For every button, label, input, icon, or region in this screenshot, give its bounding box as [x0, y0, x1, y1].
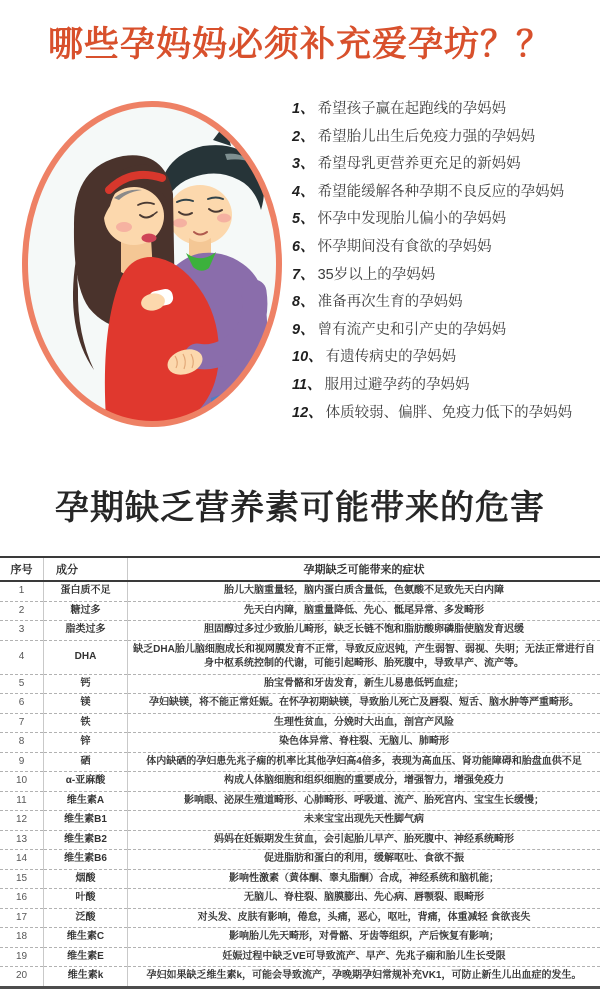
cell-index: 17 — [0, 908, 44, 928]
table-row — [0, 889, 600, 909]
reason-number: 3、 — [292, 156, 315, 173]
cell-index: 14 — [0, 850, 44, 870]
reason-number: 9、 — [292, 321, 315, 338]
reason-text: 准备再次生育的孕妈妈 — [317, 294, 463, 311]
cell-ingredient: 泛酸 — [44, 908, 128, 928]
table-row — [0, 908, 600, 928]
cell-symptom: 妊娠过程中缺乏VE可导致流产、早产、先兆子痫和胎儿生长受限 — [128, 947, 600, 967]
reason-item — [292, 151, 596, 179]
reason-text: 曾有流产史和引产史的孕妈妈 — [317, 321, 507, 338]
col-header-ingredient: 成分 — [44, 557, 128, 581]
cell-symptom: 胎儿大脑重量轻，脑内蛋白质含量低，色氨酸不足致先天白内障 — [128, 581, 600, 601]
table-row — [0, 674, 600, 694]
cell-index: 10 — [0, 772, 44, 792]
cell-symptom: 妈妈在妊娠期发生贫血，会引起胎儿早产、胎死腹中、神经系统畸形 — [128, 830, 600, 850]
reasons-list — [292, 96, 596, 427]
cell-index: 9 — [0, 752, 44, 772]
reason-text: 体质较弱、偏胖、免疫力低下的孕妈妈 — [325, 404, 573, 421]
reason-number: 2、 — [292, 128, 315, 145]
cell-index: 3 — [0, 621, 44, 641]
page-title: 哪些孕妈妈必须补充爱孕坊？？ — [47, 25, 552, 64]
table-body — [0, 581, 600, 987]
col-header-symptom: 孕期缺乏可能带来的症状 — [128, 557, 600, 581]
table-row — [0, 752, 600, 772]
reason-number: 7、 — [292, 266, 315, 283]
cell-ingredient: 维生素A — [44, 791, 128, 811]
cell-symptom: 对头发、皮肤有影响，倦怠，头痛，恶心，呕吐，背痛，体重减轻 食欲丧失 — [128, 908, 600, 928]
reason-item — [292, 262, 596, 290]
cell-ingredient: 镁 — [44, 694, 128, 714]
cell-index: 20 — [0, 967, 44, 988]
cell-ingredient: 维生素B6 — [44, 850, 128, 870]
cell-index: 6 — [0, 694, 44, 714]
cell-symptom: 未来宝宝出现先天性脚气病 — [128, 811, 600, 831]
cell-symptom: 影响眼、泌尿生殖道畸形、心肺畸形、呼吸道、流产、胎死宫内、宝宝生长缓慢； — [128, 791, 600, 811]
cell-ingredient: 硒 — [44, 752, 128, 772]
table-row — [0, 947, 600, 967]
cell-ingredient: 维生素B2 — [44, 830, 128, 850]
table-row — [0, 811, 600, 831]
cell-ingredient: 糖过多 — [44, 601, 128, 621]
cell-index: 1 — [0, 581, 44, 601]
cell-index: 18 — [0, 928, 44, 948]
table-row — [0, 967, 600, 988]
reason-number: 8、 — [292, 294, 315, 311]
table-row — [0, 772, 600, 792]
table-header-row — [0, 557, 600, 581]
reason-number: 5、 — [292, 211, 315, 228]
reason-item — [292, 372, 596, 400]
section-title: 孕期缺乏营养素可能带来的危害 — [55, 489, 545, 527]
cell-symptom: 孕妇如果缺乏维生素k，可能会导致流产，孕晚期孕妇常规补充VK1，可防止新生儿出血症的发生。 — [128, 967, 600, 988]
table-row — [0, 601, 600, 621]
cell-symptom: 体内缺硒的孕妇患先兆子痫的机率比其他孕妇高4倍多，表现为高血压、肾功能障碍和胎盘血供不足 — [128, 752, 600, 772]
cell-symptom: 影响性激素（黄体酮、睾丸脂酮）合成，神经系统和脑机能； — [128, 869, 600, 889]
table-row — [0, 621, 600, 641]
cell-symptom: 影响胎儿先天畸形，对骨骼、牙齿等组织，产后恢复有影响； — [128, 928, 600, 948]
cell-symptom: 先天白内障，脑重量降低、先心、骶尾异常、多发畸形 — [128, 601, 600, 621]
cell-index: 7 — [0, 713, 44, 733]
reason-item — [292, 317, 596, 345]
cell-ingredient: 锌 — [44, 733, 128, 753]
cell-symptom: 缺乏DHA胎儿脑细胞成长和视网膜发育不正常，导致反应迟钝，产生弱智、弱视、失明；无法正常进行自身中枢系统控制的代谢，可能引起畸形、胎死腹中，导致早产、流产等。 — [128, 640, 600, 674]
table-row — [0, 869, 600, 889]
reason-text: 有遗传病史的孕妈妈 — [325, 349, 457, 366]
cell-ingredient: DHA — [44, 640, 128, 674]
cell-index: 16 — [0, 889, 44, 909]
cell-symptom: 促进脂肪和蛋白的利用，缓解呕吐、食欲不振 — [128, 850, 600, 870]
pregnant-couple-illustration — [13, 94, 291, 434]
reason-number: 10、 — [292, 349, 323, 366]
col-header-index: 序号 — [0, 557, 44, 581]
cell-symptom: 无脑儿、脊柱裂、脑膜膨出、先心病、唇颚裂、眼畸形 — [128, 889, 600, 909]
table-header — [0, 557, 600, 581]
cell-ingredient: 脂类过多 — [44, 621, 128, 641]
table-row — [0, 581, 600, 601]
cell-symptom: 构成人体脑细胞和组织细胞的重要成分，增强智力，增强免疫力 — [128, 772, 600, 792]
reason-text: 怀孕中发现胎儿偏小的孕妈妈 — [317, 211, 507, 228]
reason-item — [292, 234, 596, 262]
cell-symptom: 染色体异常、脊柱裂、无脑儿、肺畸形 — [128, 733, 600, 753]
cell-index: 5 — [0, 674, 44, 694]
cell-ingredient: 烟酸 — [44, 869, 128, 889]
reason-text: 希望母乳更营养更充足的新妈妈 — [317, 156, 521, 173]
reason-item — [292, 289, 596, 317]
cell-ingredient: 维生素E — [44, 947, 128, 967]
cell-ingredient: α-亚麻酸 — [44, 772, 128, 792]
reason-item — [292, 344, 596, 372]
reason-text: 服用过避孕药的孕妈妈 — [324, 376, 470, 393]
cell-symptom: 孕妇缺镁，将不能正常妊娠。在怀孕初期缺镁，导致胎儿死亡及唇裂、短舌、脑水肿等严重畸形。 — [128, 694, 600, 714]
cell-index: 4 — [0, 640, 44, 674]
table-row — [0, 733, 600, 753]
cell-ingredient: 铁 — [44, 713, 128, 733]
cell-index: 12 — [0, 811, 44, 831]
table-row — [0, 850, 600, 870]
nutrient-deficiency-table — [0, 556, 600, 989]
table-row — [0, 830, 600, 850]
cell-index: 13 — [0, 830, 44, 850]
cell-index: 8 — [0, 733, 44, 753]
table-row — [0, 694, 600, 714]
reason-text: 希望能缓解各种孕期不良反应的孕妈妈 — [317, 183, 565, 200]
pregnant-couple-icon — [13, 94, 291, 434]
cell-index: 11 — [0, 791, 44, 811]
reason-text: 希望胎儿出生后免疫力强的孕妈妈 — [317, 128, 536, 145]
reason-item — [292, 96, 596, 124]
cell-ingredient: 叶酸 — [44, 889, 128, 909]
cell-ingredient: 钙 — [44, 674, 128, 694]
reason-text: 怀孕期间没有食欲的孕妈妈 — [317, 238, 492, 255]
cell-symptom: 生理性贫血，分娩时大出血，剖宫产风险 — [128, 713, 600, 733]
cell-index: 19 — [0, 947, 44, 967]
cell-index: 15 — [0, 869, 44, 889]
reason-number: 12、 — [292, 404, 323, 421]
reason-text: 希望孩子赢在起跑线的孕妈妈 — [317, 101, 507, 117]
table-row — [0, 713, 600, 733]
reason-item — [292, 179, 596, 207]
reason-item — [292, 206, 596, 234]
reason-number: 1、 — [292, 101, 315, 117]
cell-ingredient: 维生素k — [44, 967, 128, 988]
reason-text: 35岁以上的孕妈妈 — [317, 266, 436, 283]
reason-item — [292, 124, 596, 152]
table-row — [0, 791, 600, 811]
cell-ingredient: 蛋白质不足 — [44, 581, 128, 601]
cell-index: 2 — [0, 601, 44, 621]
reason-number: 6、 — [292, 238, 315, 255]
cell-symptom: 胆固醇过多过少致胎儿畸形，缺乏长链不饱和脂肪酸卵磷脂使脑发育迟缓 — [128, 621, 600, 641]
reason-number: 4、 — [292, 183, 315, 200]
cell-ingredient: 维生素C — [44, 928, 128, 948]
table-row — [0, 640, 600, 674]
cell-ingredient: 维生素B1 — [44, 811, 128, 831]
reason-item — [292, 400, 596, 428]
reason-number: 11、 — [292, 376, 322, 393]
cell-symptom: 胎宝骨骼和牙齿发育，新生儿易患低钙血症； — [128, 674, 600, 694]
table-row — [0, 928, 600, 948]
